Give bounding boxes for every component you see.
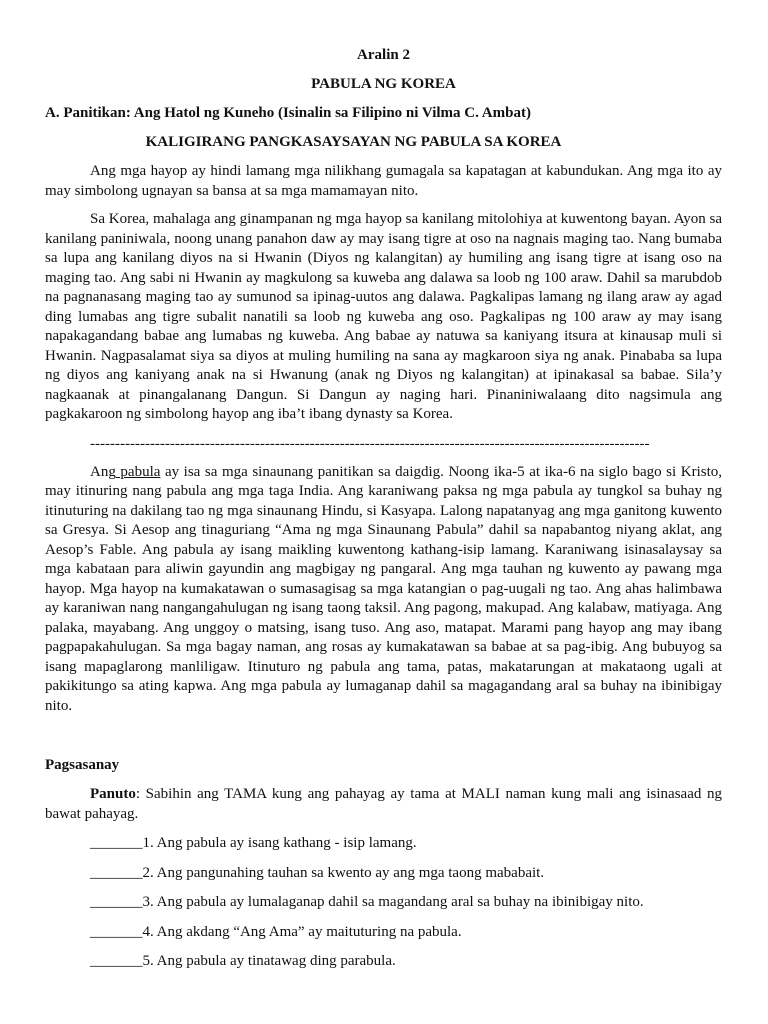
separator-line: ----------------------------------------------------------------------------------------------------------------	[90, 435, 650, 452]
exercise-item: _______3. Ang pabula ay lumalaganap dahil sa magandang aral sa buhay na ibinibigay nito.	[90, 894, 644, 910]
exercise-item: _______1. Ang pabula ay isang kathang - isip lamang.	[90, 835, 417, 851]
paragraph-pabula-rest: ay isa sa mga sinaunang panitikan sa daigdig. Noong ika-5 at ika-6 na siglo bago si Kristo, may itinuring nang pabula ang mga taga India. Ang karaniwang paksa ng mga pabula ay tungkol sa buhay ng itinuturing na dakilang tao ng mga sinaunang Hindu, si Kasyapa. Lalong napatanyag ang mga ganitong kuwento sa Gresya. Si Aesop ang tinaguriang “Ama ng mga Sinaunang Pabula” dahil sa napabantog niyang aklat, ang Aesop’s Fable. Ang pabula ay isang maikling kuwentong kathang-isip lamang. Karaniwang isinasalaysay sa mga kabataan para aliwin gayundin ang magbigay ng pangaral. Ang mga tauhan ng kuwento ay pawang mga hayop. Mga hayop na kumakatawan o sumasagisag sa mga katangian o pag-uugali ng tao. Ang ahas halimbawa ay karaniwan nang nangangahulugan ng isang taong taksil. Ang pagong, makupad. Ang kalabaw, matiyaga. Ang palaka, mayabang. Ang unggoy o matsing, isang tuso. Ang aso, matapat. Marami pang hayop ang may ibang pagpapakahulugan. Sa mga bagay naman, ang rosas ay kumakatawan sa babae at sa pag-ibig. Ang bubuyog sa isang mapaglarong manliligaw. Itinuturo ng pabula ang tama, patas, makatarungan at makataong ugali at pakikitungo sa ating kapwa. Ang mga pabula ay lumaganap dahil sa magagandang aral sa buhay na ibinibigay nito.	[45, 463, 722, 714]
exercise-item: _______4. Ang akdang “Ang Ama” ay maituturing na pabula.	[90, 923, 462, 940]
paragraph-intro: Ang mga hayop ay hindi lamang mga nilikhang gumagala sa kapatagan at kabundukan. Ang mga ito ay may simbolong ugnayan sa bansa at sa mga mamamayan nito.	[45, 163, 722, 199]
instructions-text: : Sabihin ang TAMA kung ang pahayag ay tama at MALI naman kung mali ang isinasaad ng bawat pahayag.	[45, 786, 722, 822]
exercise-items	[45, 833, 722, 972]
exercise-heading: Pagsasanay	[45, 757, 120, 773]
paragraph-pabula	[45, 463, 722, 717]
paragraph-korea-myth: Sa Korea, mahalaga ang ginampanan ng mga hayop sa kanilang mitolohiya at kuwentong bayan. Ayon sa kanilang paniniwala, noong unang panahon daw ay may isang tigre at oso na nagnais maging tao. Nang bumaba sa lupa ang kanilang diyos na si Hwanin (Diyos ng kalangitan) ay humiling ang isang tigre at isang oso na maging tao. Ang sabi ni Hwanin ay magkulong sa kuweba ang dalawa sa loob ng 100 araw. Dahil sa marubdob na pagnanasang maging tao ay sumunod sa ipinag-uutos ang dalawa. Pagkalipas lamang ng ilang araw ay agad ding lumabas ang tigre subalit nanatili sa loob ng kuweba ang oso. Pagkalipas ng 100 araw ay may isang napakagandang babae ang lumabas ng kuweba. Ang babae ay natuwa sa kaniyang itsura at kinausap muli si Hwanin. Nagpasalamat siya sa diyos at muling humiling na sana ay magkaroon siya ng anak. Pinababa sa lupa ng diyos ang kaniyang anak na si Hwanung (anak ng Diyos ng kalangitan) at ipinakasal sa babae. Sila’y nagkaanak at pinangalanang Dangun. Si Dangun ay naging hari. Pinaniniwalaang dito nagsimula ang pagkakaroon ng simbolong hayop ang iba’t ibang dynasty sa Korea.	[45, 211, 722, 422]
instructions	[45, 785, 722, 824]
instructions-label: Panuto	[90, 786, 136, 802]
exercise-item: _______2. Ang pangunahing tauhan sa kwento ay ang mga taong mababait.	[90, 864, 545, 881]
document-page	[45, 45, 722, 972]
underlined-pabula: pabula	[115, 463, 161, 480]
lesson-number: Aralin 2	[357, 47, 410, 63]
section-heading: A. Panitikan: Ang Hatol ng Kuneho (Isinalin sa Filipino ni Vilma C. Ambat)	[45, 105, 531, 121]
paragraph-pabula-start: Ang	[90, 463, 116, 480]
exercise-item: _______5. Ang pabula ay tinatawag ding parabula.	[90, 953, 396, 969]
background-heading: KALIGIRANG PANGKASAYSAYAN NG PABULA SA KOREA	[145, 134, 562, 150]
lesson-title: PABULA NG KOREA	[311, 76, 456, 92]
